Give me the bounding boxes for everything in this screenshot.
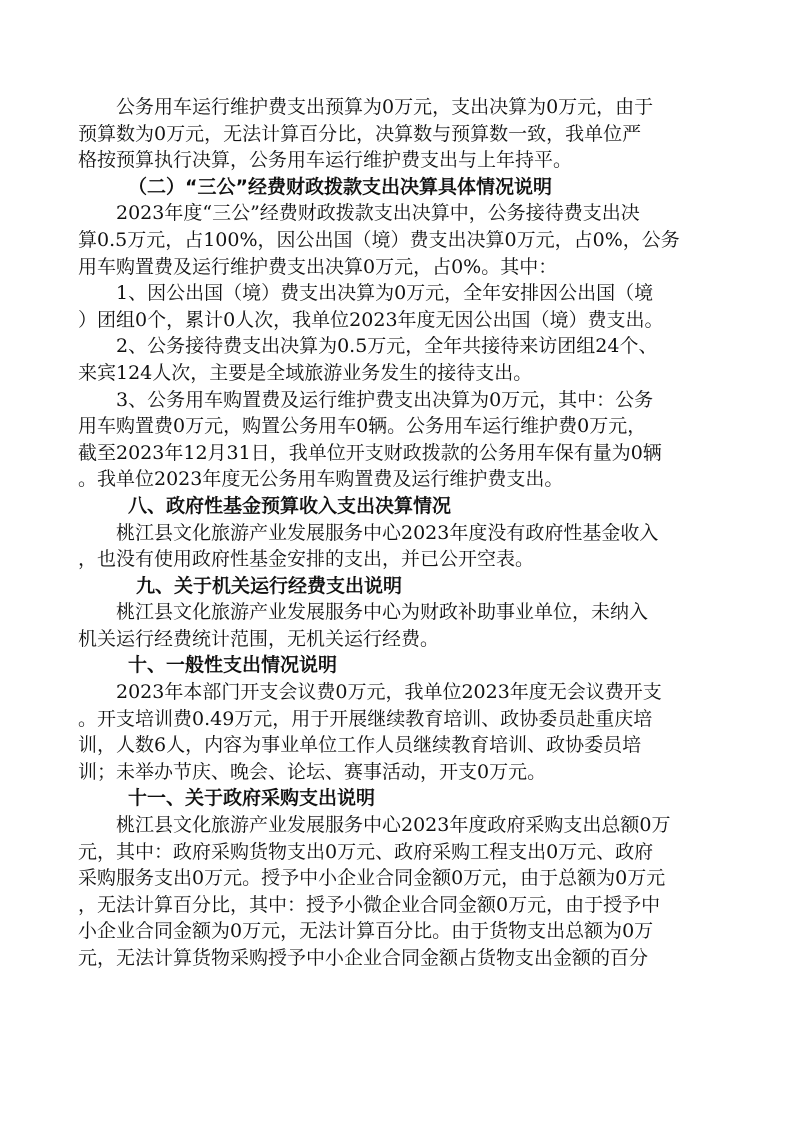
body-text-line: 2、公务接待费支出决算为0.5万元，全年共接待来访团组24个、 [116,335,658,358]
body-text-line: 。我单位2023年度无公务用车购置费及运行维护费支出。 [78,468,564,491]
body-text-line: ）团组0个，累计0人次，我单位2023年度无因公出国（境）费支出。 [78,308,664,331]
body-text-line: 1、因公出国（境）费支出决算为0万元，全年安排因公出国（境 [116,282,654,305]
body-text-line: 截至2023年12月31日，我单位开支财政拨款的公务用车保有量为0辆 [78,441,662,464]
body-text-line: 。开支培训费0.49万元，用于开展继续教育培训、政协委员赴重庆培 [78,707,653,730]
section-heading: 八、政府性基金预算收入支出决算情况 [128,494,452,517]
body-text-line: 预算数为0万元，无法计算百分比，决算数与预算数一致，我单位严 [78,122,642,145]
body-text-line: 桃江县文化旅游产业发展服务中心2023年度政府采购支出总额0万 [116,814,671,837]
body-text-line: 3、公务用车购置费及运行维护费支出决算为0万元，其中：公务 [116,388,654,411]
body-text-line: 训；未举办节庆、晚会、论坛、赛事活动，开支0万元。 [78,760,547,783]
section-heading: 十、一般性支出情况说明 [128,654,338,677]
body-text-line: 元，无法计算货物采购授予中小企业合同金额占货物支出金额的百分 [78,947,649,969]
section-heading: 九、关于机关运行经费支出说明 [136,574,403,597]
body-text-line: 用车购置费及运行维护费支出决算0万元，占0%。其中： [78,255,558,278]
body-text-line: 来宾124人次，主要是全域旅游业务发生的接待支出。 [78,361,533,384]
body-text-line: 2023年本部门开支会议费0万元，我单位2023年度无会议费开支 [116,681,662,704]
body-text-line: 机关运行经费统计范围，无机关运行经费。 [78,627,440,650]
body-text-line: 桃江县文化旅游产业发展服务中心为财政补助事业单位，未纳入 [116,601,649,624]
body-text-line: 格按预算执行决算，公务用车运行维护费支出与上年持平。 [78,149,573,172]
body-text-line: 采购服务支出0万元。授予中小企业合同金额0万元，由于总额为0万元 [78,867,666,890]
body-text-line: 桃江县文化旅游产业发展服务中心2023年度没有政府性基金收入 [116,521,659,544]
section-heading: 十一、关于政府采购支出说明 [128,787,376,810]
body-text-line: ，也没有使用政府性基金安排的支出，并已公开空表。 [78,548,535,571]
body-text-line: 2023年度“三公”经费财政拨款支出决算中，公务接待费支出决 [116,202,640,225]
section-heading: （二）“三公”经费财政拨款支出决算具体情况说明 [128,175,552,198]
body-text-line: 元，其中：政府采购货物支出0万元、政府采购工程支出0万元、政府 [78,840,654,863]
body-text-line: 公务用车运行维护费支出预算为0万元，支出决算为0万元，由于 [116,96,654,118]
body-text-line: 算0.5万元，占100%，因公出国（境）费支出决算0万元，占0%，公务 [78,228,680,251]
body-text-line: 训，人数6人，内容为事业单位工作人员继续教育培训、政协委员培 [78,734,642,757]
body-text-line: 小企业合同金额为0万元，无法计算百分比。由于货物支出总额为0万 [78,920,654,943]
body-text-line: 用车购置费0万元，购置公务用车0辆。公务用车运行维护费0万元， [78,415,647,438]
body-text-line: ，无法计算百分比，其中：授予小微企业合同金额0万元，由于授予中 [78,893,661,916]
